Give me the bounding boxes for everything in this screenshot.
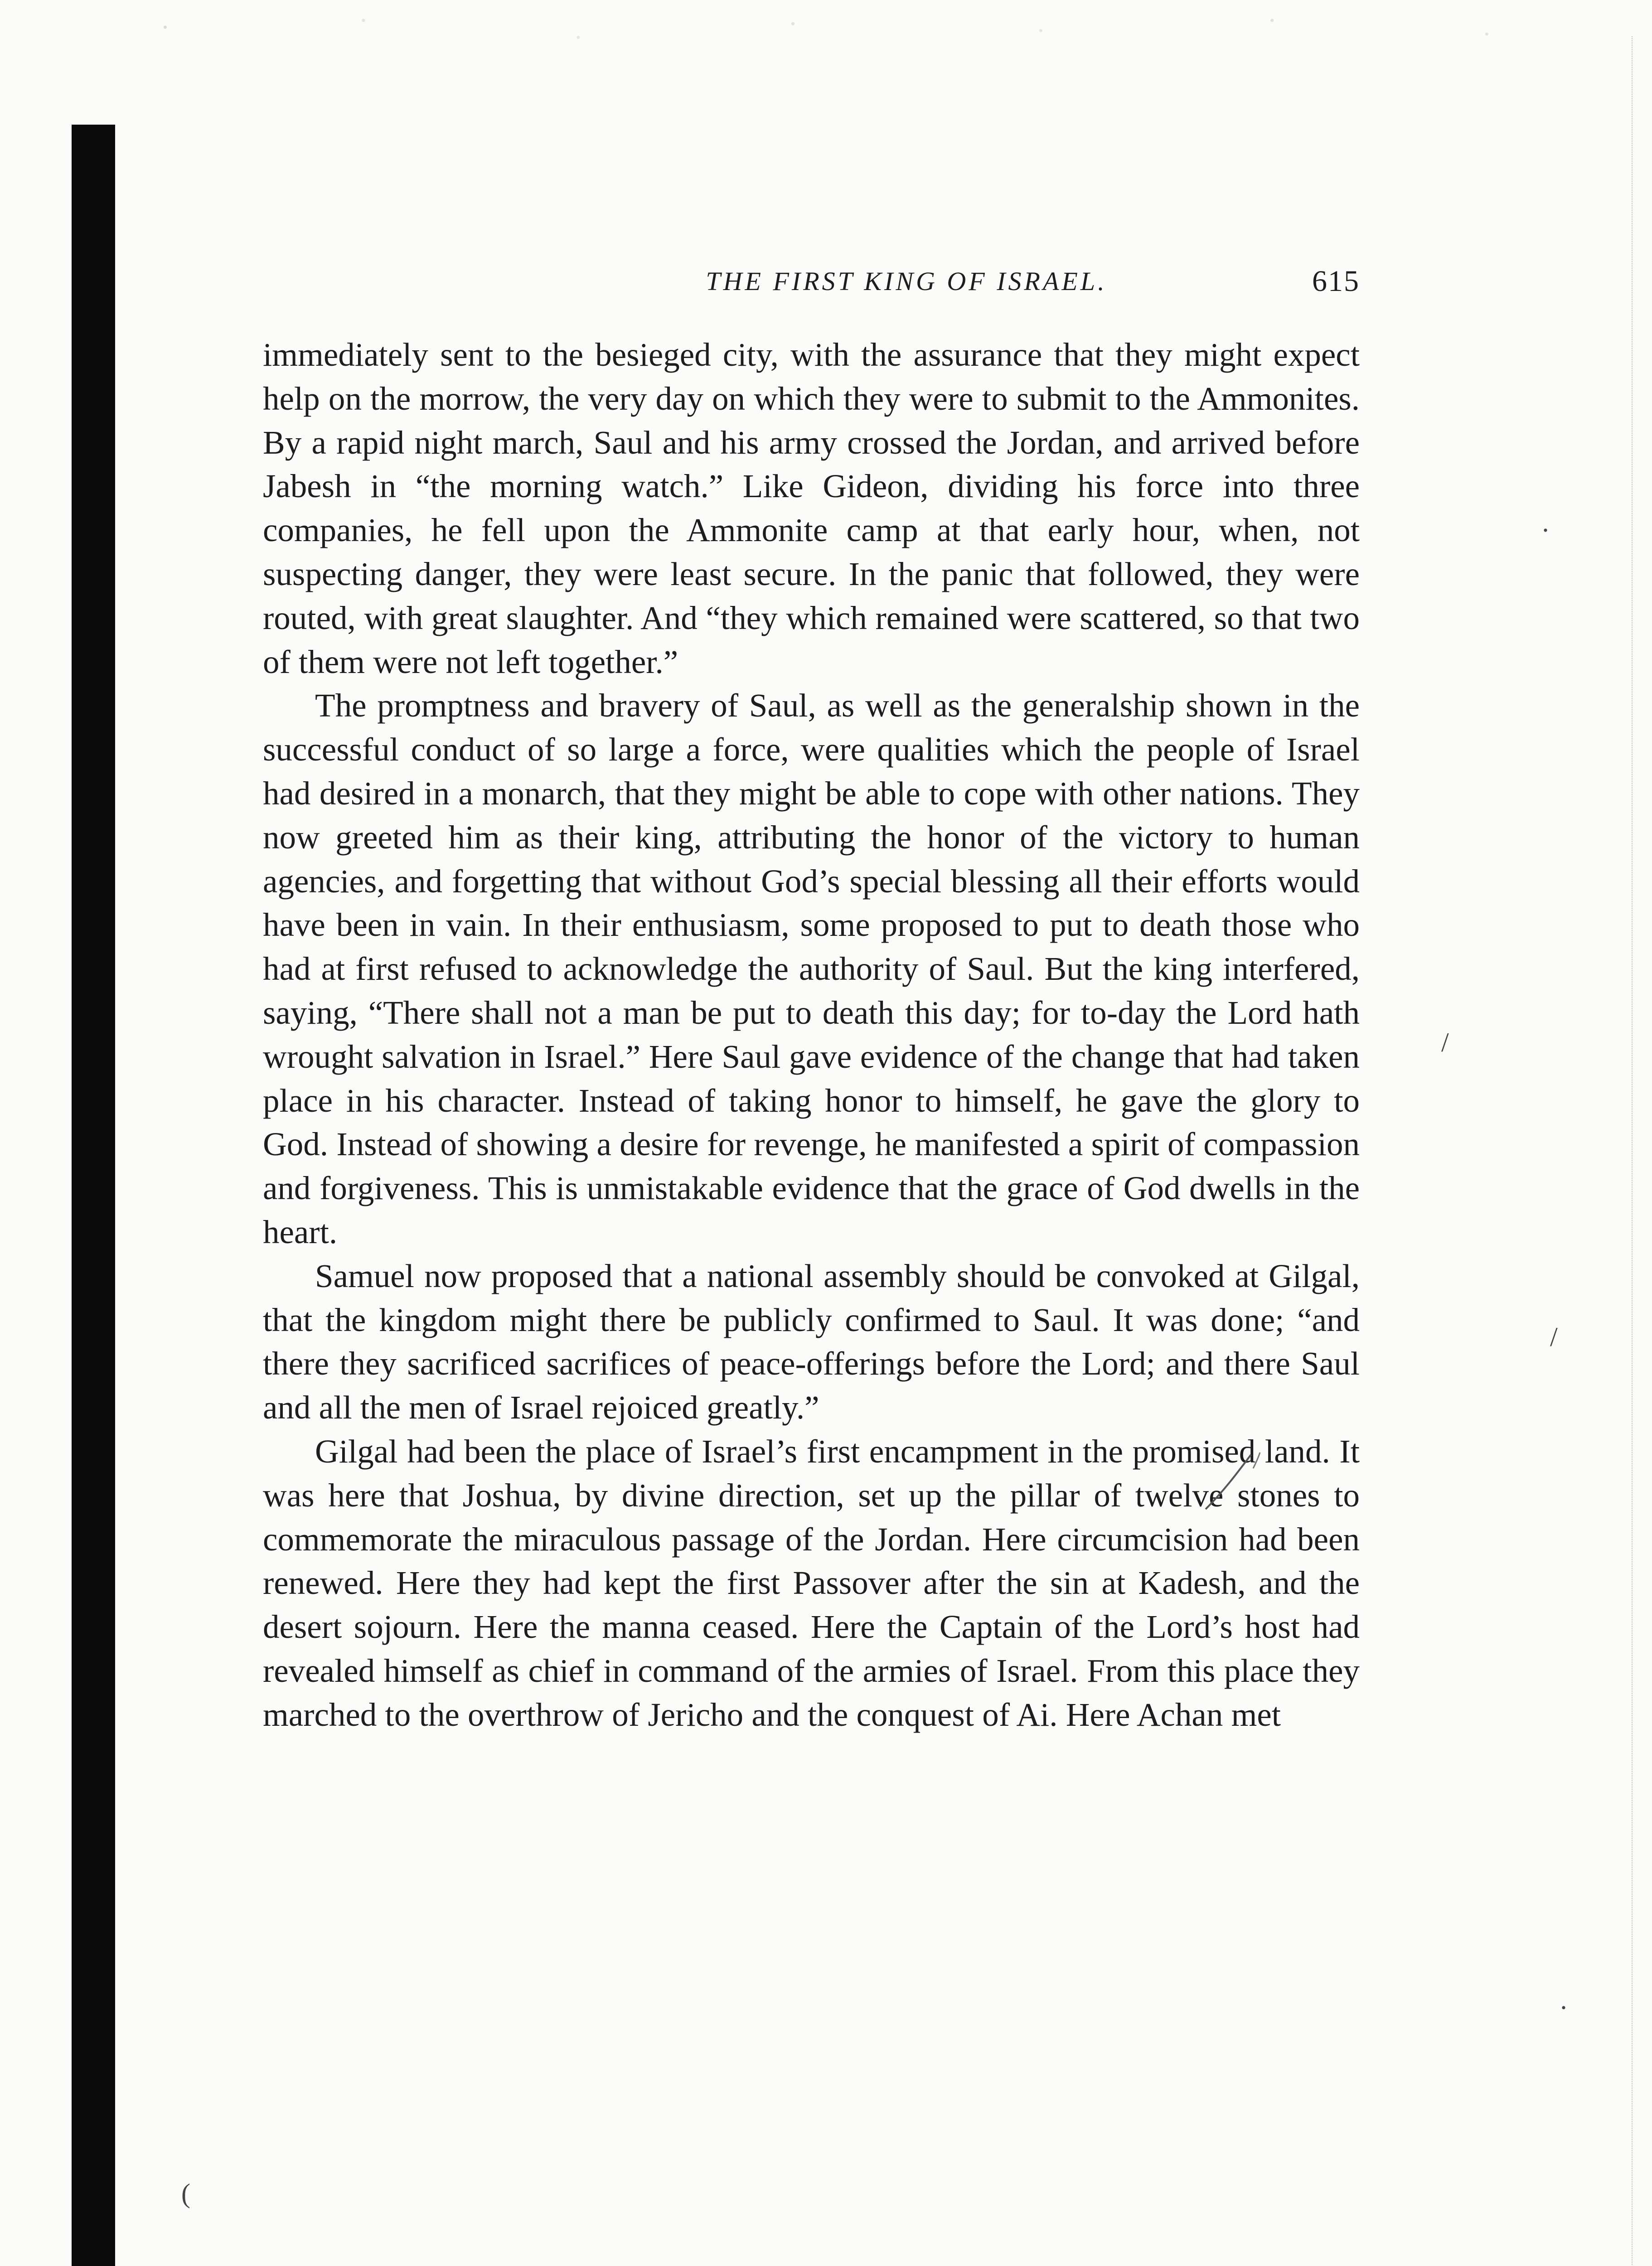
page-number: 615 xyxy=(1312,265,1360,298)
body-text xyxy=(263,333,1360,1737)
margin-dot-mark: · xyxy=(1541,515,1550,545)
paragraph-2: The promptness and bravery of Saul, as well as the generalship shown in the successful conduct of so large a force, were qualities which the people of Israel had desired in a monarch, that they might be able to cope with other nations. They now greeted him as their king, attributing the honor of the victory to human agencies, and forgetting that without God’s special blessing all their efforts would have been in vain. In their enthusiasm, some proposed to put to death those who had at first refused to acknowledge the authority of Saul. But the king interfered, saying, “There shall not a man be put to death this day; for to-day the Lord hath wrought salvation in Israel.” Here Saul gave evidence of the change that had taken place in his character. Instead of taking honor to himself, he gave the glory to God. Instead of showing a desire for revenge, he manifested a spirit of compassion and forgiveness. This is unmistakable evidence that the grace of God dwells in the heart. xyxy=(263,687,1360,1250)
margin-curl-mark: ( xyxy=(181,2179,190,2208)
running-title: THE FIRST KING OF ISRAEL. xyxy=(706,266,1107,296)
margin-slash-mark: / xyxy=(1441,1027,1449,1057)
binding-shadow-bar xyxy=(72,125,115,2266)
paragraph-4: Gilgal had been the place of Israel’s first encampment in the promised land. It was here that Joshua, by divine direction, set up the pillar of twelve stones to commemorate the miraculous passage of the Jordan. Here circumcision had been renewed. Here they had kept the first Passover after the sin at Kadesh, and the desert sojourn. Here the manna ceased. Here the Captain of the Lord’s host had revealed himself as chief in command of the armies of Israel. From this place they marched to the overthrow of Jericho and the conquest of Ai. Here Achan met xyxy=(263,1433,1360,1733)
paragraph-3: Samuel now proposed that a national assembly should be convoked at Gilgal, that the kingdom might there be publicly confirmed to Saul. It was done; “and there they sacrificed sacrifices of peace-offerings before the Lord; and there Saul and all the men of Israel rejoiced greatly.” xyxy=(263,1257,1360,1426)
paragraph-1: immediately sent to the besieged city, with the assurance that they might expect help on the morrow, the very day on which they were to submit to the Ammonites. By a rapid night march, Saul and his army crossed the Jordan, and arrived before Jabesh in “the morning watch.” Like Gideon, dividing his force into three companies, he fell upon the Ammonite camp at that early hour, when, not suspecting danger, they were least secure. In the panic that followed, they were routed, with great slaughter. And “they which remained were scattered, so that two of them were not left together.” xyxy=(263,336,1360,680)
pencil-annotation-mark xyxy=(1197,1450,1264,1514)
page-right-edge xyxy=(1613,36,1633,2266)
margin-tick-mark: / xyxy=(1550,1322,1558,1352)
running-header xyxy=(263,261,1360,302)
margin-dot-mark-2: · xyxy=(1559,1993,1568,2023)
top-edge-noise xyxy=(0,0,1652,68)
